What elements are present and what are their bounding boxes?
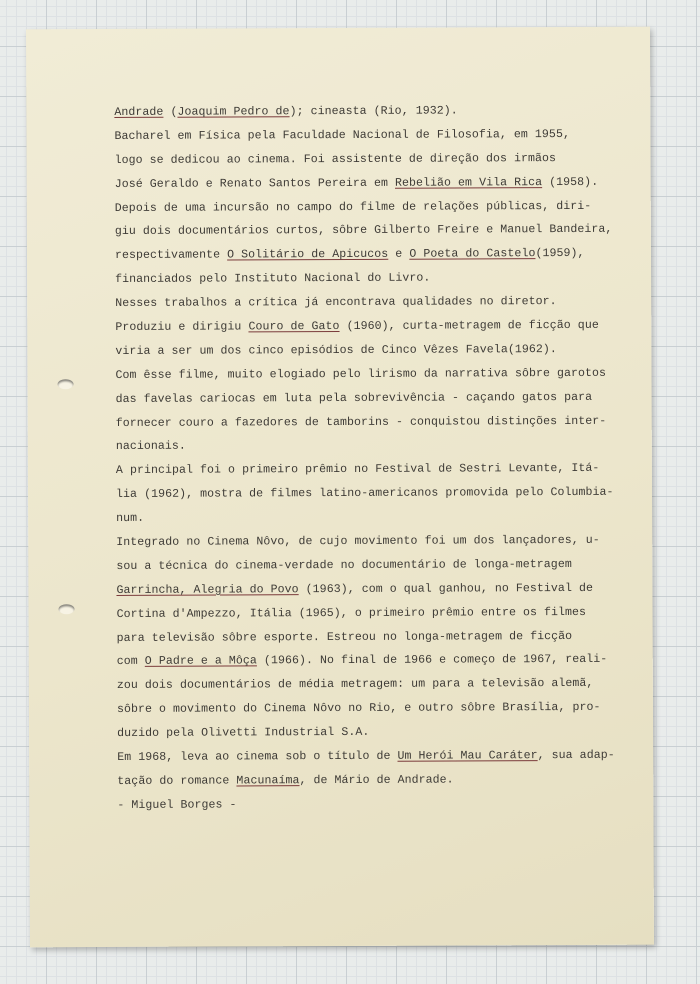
text-line xyxy=(116,553,640,579)
underlined-title: Andrade xyxy=(114,105,164,119)
text-line xyxy=(117,720,641,746)
text-segment: respectivamente xyxy=(114,248,228,263)
text-segment: Cortina d'Ampezzo, Itália (1965), o primeiro prêmio entre os filmes xyxy=(116,605,587,621)
text-segment: - Miguel Borges - xyxy=(117,798,237,812)
text-segment: Produziu e dirigiu xyxy=(115,320,249,334)
underlined-title: O Poeta do Castelo xyxy=(409,247,536,262)
text-line xyxy=(117,672,641,698)
text-line xyxy=(116,577,640,603)
text-segment: para televisão sôbre esporte. Estreou no longa-metragem de ficção xyxy=(116,629,573,645)
punch-hole-lower xyxy=(59,604,75,614)
text-segment: lia (1962), mostra de filmes latino-americanos promovida pelo Columbia- xyxy=(116,486,614,502)
text-segment: sôbre o movimento do Cinema Nôvo no Rio, e outro sôbre Brasília, pro- xyxy=(116,701,601,717)
text-segment: Bacharel em Física pela Faculdade Nacional de Filosofia, em 1955, xyxy=(114,127,570,143)
text-line xyxy=(115,146,639,172)
text-line xyxy=(116,505,640,531)
text-line xyxy=(116,385,640,411)
text-segment: financiados pelo Instituto Nacional do Livro. xyxy=(115,271,431,287)
text-segment: Com êsse filme, muito elogiado pelo lirismo da narrativa sôbre garotos xyxy=(115,366,607,382)
text-line xyxy=(116,409,640,435)
text-segment: duzido pela Olivetti Industrial S.A. xyxy=(117,726,370,741)
text-segment: (1963), com o qual ganhou, no Festival de xyxy=(298,581,593,596)
text-segment: Nesses trabalhos a crítica já encontrava qualidades no diretor. xyxy=(115,295,557,311)
text-segment: (1966). No final de 1966 e começo de 1967, reali- xyxy=(256,653,608,668)
text-segment: sou a técnica do cinema-verdade no documentário de longa-metragem xyxy=(116,557,572,573)
text-segment: Em 1968, leva ao cinema sob o título de xyxy=(117,749,398,765)
typewritten-page xyxy=(26,27,654,948)
text-segment: logo se dedicou ao cinema. Foi assistente de direção dos irmãos xyxy=(114,151,557,167)
text-line xyxy=(117,600,641,626)
text-segment: das favelas cariocas em luta pela sobrevivência - caçando gatos para xyxy=(115,390,593,406)
text-segment: , sua adap- xyxy=(537,748,615,763)
text-segment: viria a ser um dos cinco episódios de Cinco Vêzes Favela(1962). xyxy=(115,342,557,358)
text-line xyxy=(115,290,639,316)
text-line xyxy=(115,266,639,292)
text-segment: Integrado no Cinema Nôvo, de cujo movimento foi um dos lançadores, u- xyxy=(116,533,600,550)
text-line xyxy=(115,194,639,220)
underlined-title: Joaquim Pedro de xyxy=(177,105,290,119)
text-line xyxy=(116,433,640,459)
text-segment: fornecer couro a fazedores de tamborins - conquistou distinções inter- xyxy=(115,414,607,430)
text-line xyxy=(116,481,640,507)
text-segment: A principal foi o primeiro prêmio no Festival de Sestri Levante, Itá- xyxy=(115,462,600,478)
text-line xyxy=(117,696,641,722)
text-segment: num. xyxy=(116,511,145,526)
text-line xyxy=(114,99,638,125)
underlined-title: Couro de Gato xyxy=(248,320,340,334)
underlined-title: Um Herói Mau Caráter xyxy=(397,749,538,763)
text-line xyxy=(115,338,639,364)
document-body xyxy=(114,99,641,818)
text-line xyxy=(115,361,639,387)
text-line xyxy=(117,648,641,674)
text-segment: José Geraldo e Renato Santos Pereira em xyxy=(114,176,395,191)
underlined-title: Macunaíma xyxy=(236,774,300,788)
underlined-title: Garrincha, Alegria do Povo xyxy=(116,582,299,597)
underlined-title: O Solitário de Apicucos xyxy=(227,248,389,262)
text-line xyxy=(114,123,638,149)
text-segment: Depois de uma incursão no campo do filme de relações públicas, diri- xyxy=(114,199,592,215)
text-segment: (1959), xyxy=(535,247,585,261)
text-line xyxy=(117,744,641,770)
text-line xyxy=(115,170,639,196)
text-segment: ); cineasta (Rio, 1932). xyxy=(289,104,458,119)
text-line xyxy=(115,218,639,244)
underlined-title: O Padre e a Môça xyxy=(144,654,257,669)
text-line xyxy=(116,529,640,555)
text-segment: ( xyxy=(163,105,178,119)
text-line xyxy=(117,624,641,650)
underlined-title: Rebelião em Vila Rica xyxy=(394,175,543,190)
text-segment: giu dois documentários curtos, sôbre Gilberto Freire e Manuel Bandeira, xyxy=(114,223,613,239)
punch-hole-upper xyxy=(58,379,74,389)
text-segment: (1958). xyxy=(542,175,599,189)
text-line xyxy=(117,768,641,794)
text-line xyxy=(116,457,640,483)
text-segment: (1960), curta-metragem de ficção que xyxy=(339,318,599,334)
text-segment: , de Mário de Andrade. xyxy=(299,773,454,788)
text-line xyxy=(115,242,639,268)
text-segment: e xyxy=(388,248,410,262)
text-segment: com xyxy=(116,655,145,669)
text-line xyxy=(115,314,639,340)
text-segment: tação do romance xyxy=(117,774,237,788)
text-segment: zou dois documentários de média metragem: um para a televisão alemã, xyxy=(116,677,594,693)
author-signature-line xyxy=(117,792,641,818)
text-segment: nacionais. xyxy=(115,440,186,454)
